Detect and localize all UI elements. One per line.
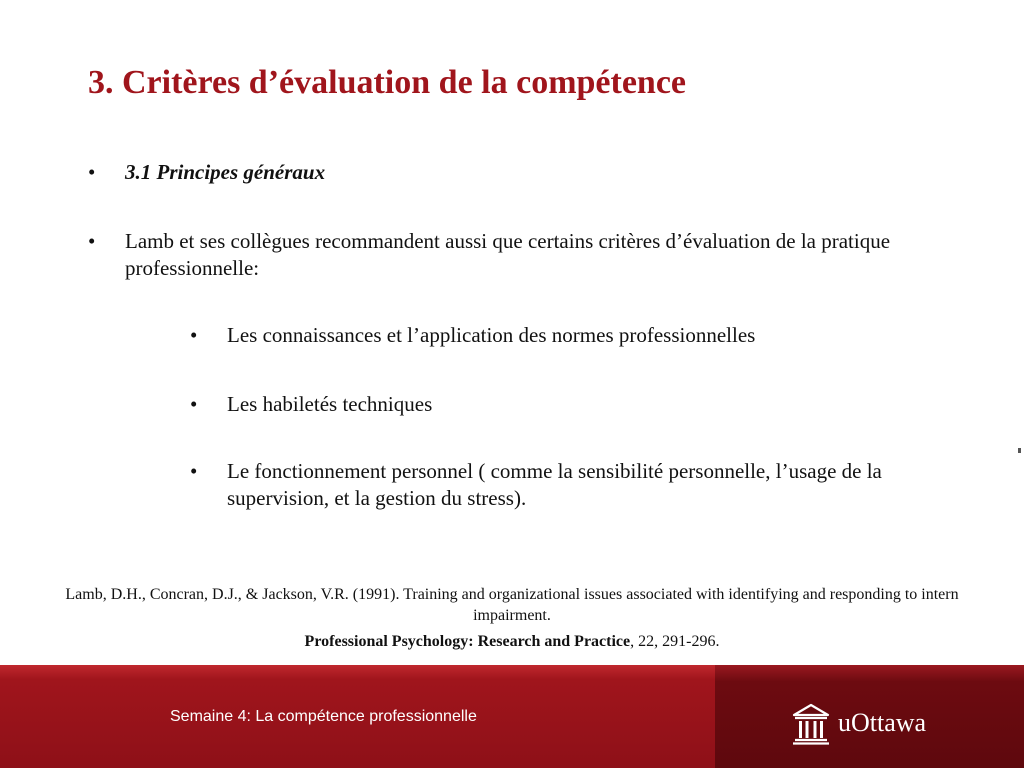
sub-bullet-2 <box>190 391 930 418</box>
uottawa-logo-text: uOttawa <box>838 708 927 737</box>
bullet-marker: • <box>190 392 198 416</box>
bullet-marker: • <box>190 323 198 347</box>
footer-course-title: Semaine 4: La compétence professionnelle <box>170 708 477 725</box>
sub-bullet-text: Les habiletés techniques <box>227 392 433 416</box>
bullet-heading-text: 3.1 Principes généraux <box>125 160 326 184</box>
sub-bullet-3 <box>190 458 930 512</box>
bullet-heading <box>88 159 938 186</box>
bullet-marker: • <box>88 160 96 184</box>
edge-mark <box>1018 448 1021 453</box>
bullet-intro <box>88 228 938 282</box>
sub-bullet-text: Le fonctionnement personnel ( comme la sensibilité personnelle, l’usage de la supervision, et la gestion du stress). <box>227 459 882 510</box>
bullet-marker: • <box>88 229 96 253</box>
sub-bullet-1 <box>190 322 930 349</box>
reference-details: , 22, 291-296. <box>630 633 720 650</box>
reference-source <box>60 631 964 652</box>
bullet-intro-text: Lamb et ses collègues recommandent aussi que certains critères d’évaluation de la pratique professionnelle: <box>125 229 891 280</box>
slide-title: 3. Critères d’évaluation de la compétence <box>88 64 687 101</box>
university-building-icon <box>792 703 830 745</box>
sub-bullet-text: Les connaissances et l’application des normes professionnelles <box>227 323 756 347</box>
reference-authors: Lamb, D.H., Concran, D.J., & Jackson, V.R. (1991). Training and organizational issues associated with identifying and responding to intern impairment. <box>65 586 959 624</box>
reference-journal: Professional Psychology: Research and Practice <box>304 633 631 650</box>
bullet-marker: • <box>190 459 198 483</box>
